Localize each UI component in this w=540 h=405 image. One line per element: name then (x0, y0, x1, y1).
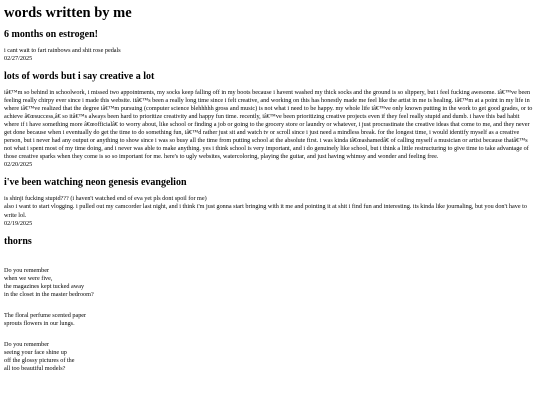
post-body: i cant wait to fart rainbows and shit rose pedals (4, 46, 121, 54)
poem-line: all too beautiful models? (4, 365, 66, 373)
poem-line: The floral perfume scented paper (4, 311, 87, 319)
blog-post (4, 71, 536, 170)
post-body-continued: also i want to start vlogging. i pulled out my camcorder last night, and i think i'm just gonna start bringing with it me and pointing it at shit i find fun and interesting. its kinda like journaling, but you don't have to write lol. (4, 203, 527, 219)
poem-line: in the closet in the master bedroom? (4, 290, 94, 298)
post-title: i've been watching neon genesis evangelion (4, 177, 187, 189)
poem-stanza (4, 267, 536, 299)
blog-post (4, 177, 536, 227)
post-date: 02/20/2025 (4, 161, 33, 169)
poem-stanza (4, 312, 536, 328)
blog-post (4, 29, 536, 63)
poem-line: seeing your face shine up (4, 349, 67, 357)
poem-line: when we were five, (4, 274, 53, 282)
stanza-spacer (4, 328, 536, 341)
poem-line: Do you remember (4, 266, 50, 274)
poem-line: off the glossy pictures of the (4, 357, 75, 365)
stanza-spacer (4, 299, 536, 312)
poem-line: the magazines kept tucked away (4, 282, 85, 290)
post-date: 02/27/2025 (4, 54, 33, 62)
post-body: iâ€™m so behind in schoolwork, i missed two appointments, my socks keep falling off in my boots because i havent washed my thick socks and the ground is so slippery, but i feel fucking awesome. iâ€™ve been feeling really chirpy ever since i made this website. itâ€™s been a really long time since i felt creative, and working on this has honestly made me feel like the artist in me is healing. iâ€™m at a point in my life in where iâ€™ve realized that the degree iâ€™m pursuing (computer science blehhhhh gross and music) is not what i need to be happy. my whole life iâ€™ve only known putting in the work to get good grades, or to achieve â€œsuccess,â€ so itâ€™s always been hard to prioritize creativity and happy fun time. recently, iâ€™ve been prioritizing creative projects even if they feel really stupid and dumb. i have this bad habit where if i have something more â€œofficialâ€ to worry about, like school or finding a job or going to the grocery store or laundry or whatever, i just procrastinate the creative ideas that come to me, and they never get done because when i eventually do get the time to do something fun, iâ€™d rather just sit and watch tv or scroll since i just need a mindless break. for the longest time, i would identify myself as a creative person, but i never had any output or anything to show since i was so busy all the time from putting school at the absolute first. i was kinda iâ€œashamedâ€ of calling myself a musician or artist because thatâ€™s not what i spent most of my time doing, and i never was able to make anything. yes i think school is very important, and i do genuinely like school, but i think a little restructuring to give time to take advantage of those creative sparks when they come is so so important for me. here's to ugly websites, watercoloring, playing the guitar, and just having whimsy and wonder and feeling free. (4, 88, 533, 161)
poem (4, 254, 536, 374)
poem-line: sprouts flowers in our lungs. (4, 319, 75, 327)
post-title: lots of words but i say creative a lot (4, 70, 155, 82)
post-date: 02/19/2025 (4, 219, 33, 227)
post-body: is shinji fucking stupid??? (i haven't watched end of eva yet pls dont spoil for me) (4, 195, 207, 203)
poem-stanza (4, 341, 536, 373)
post-title: thorns (4, 235, 32, 247)
poem-line: Do you remember (4, 341, 50, 349)
stanza-spacer (4, 254, 536, 267)
post-title: 6 months on estrogen! (4, 28, 98, 40)
blog-post (4, 236, 536, 374)
site-title: words written by me (4, 5, 132, 21)
